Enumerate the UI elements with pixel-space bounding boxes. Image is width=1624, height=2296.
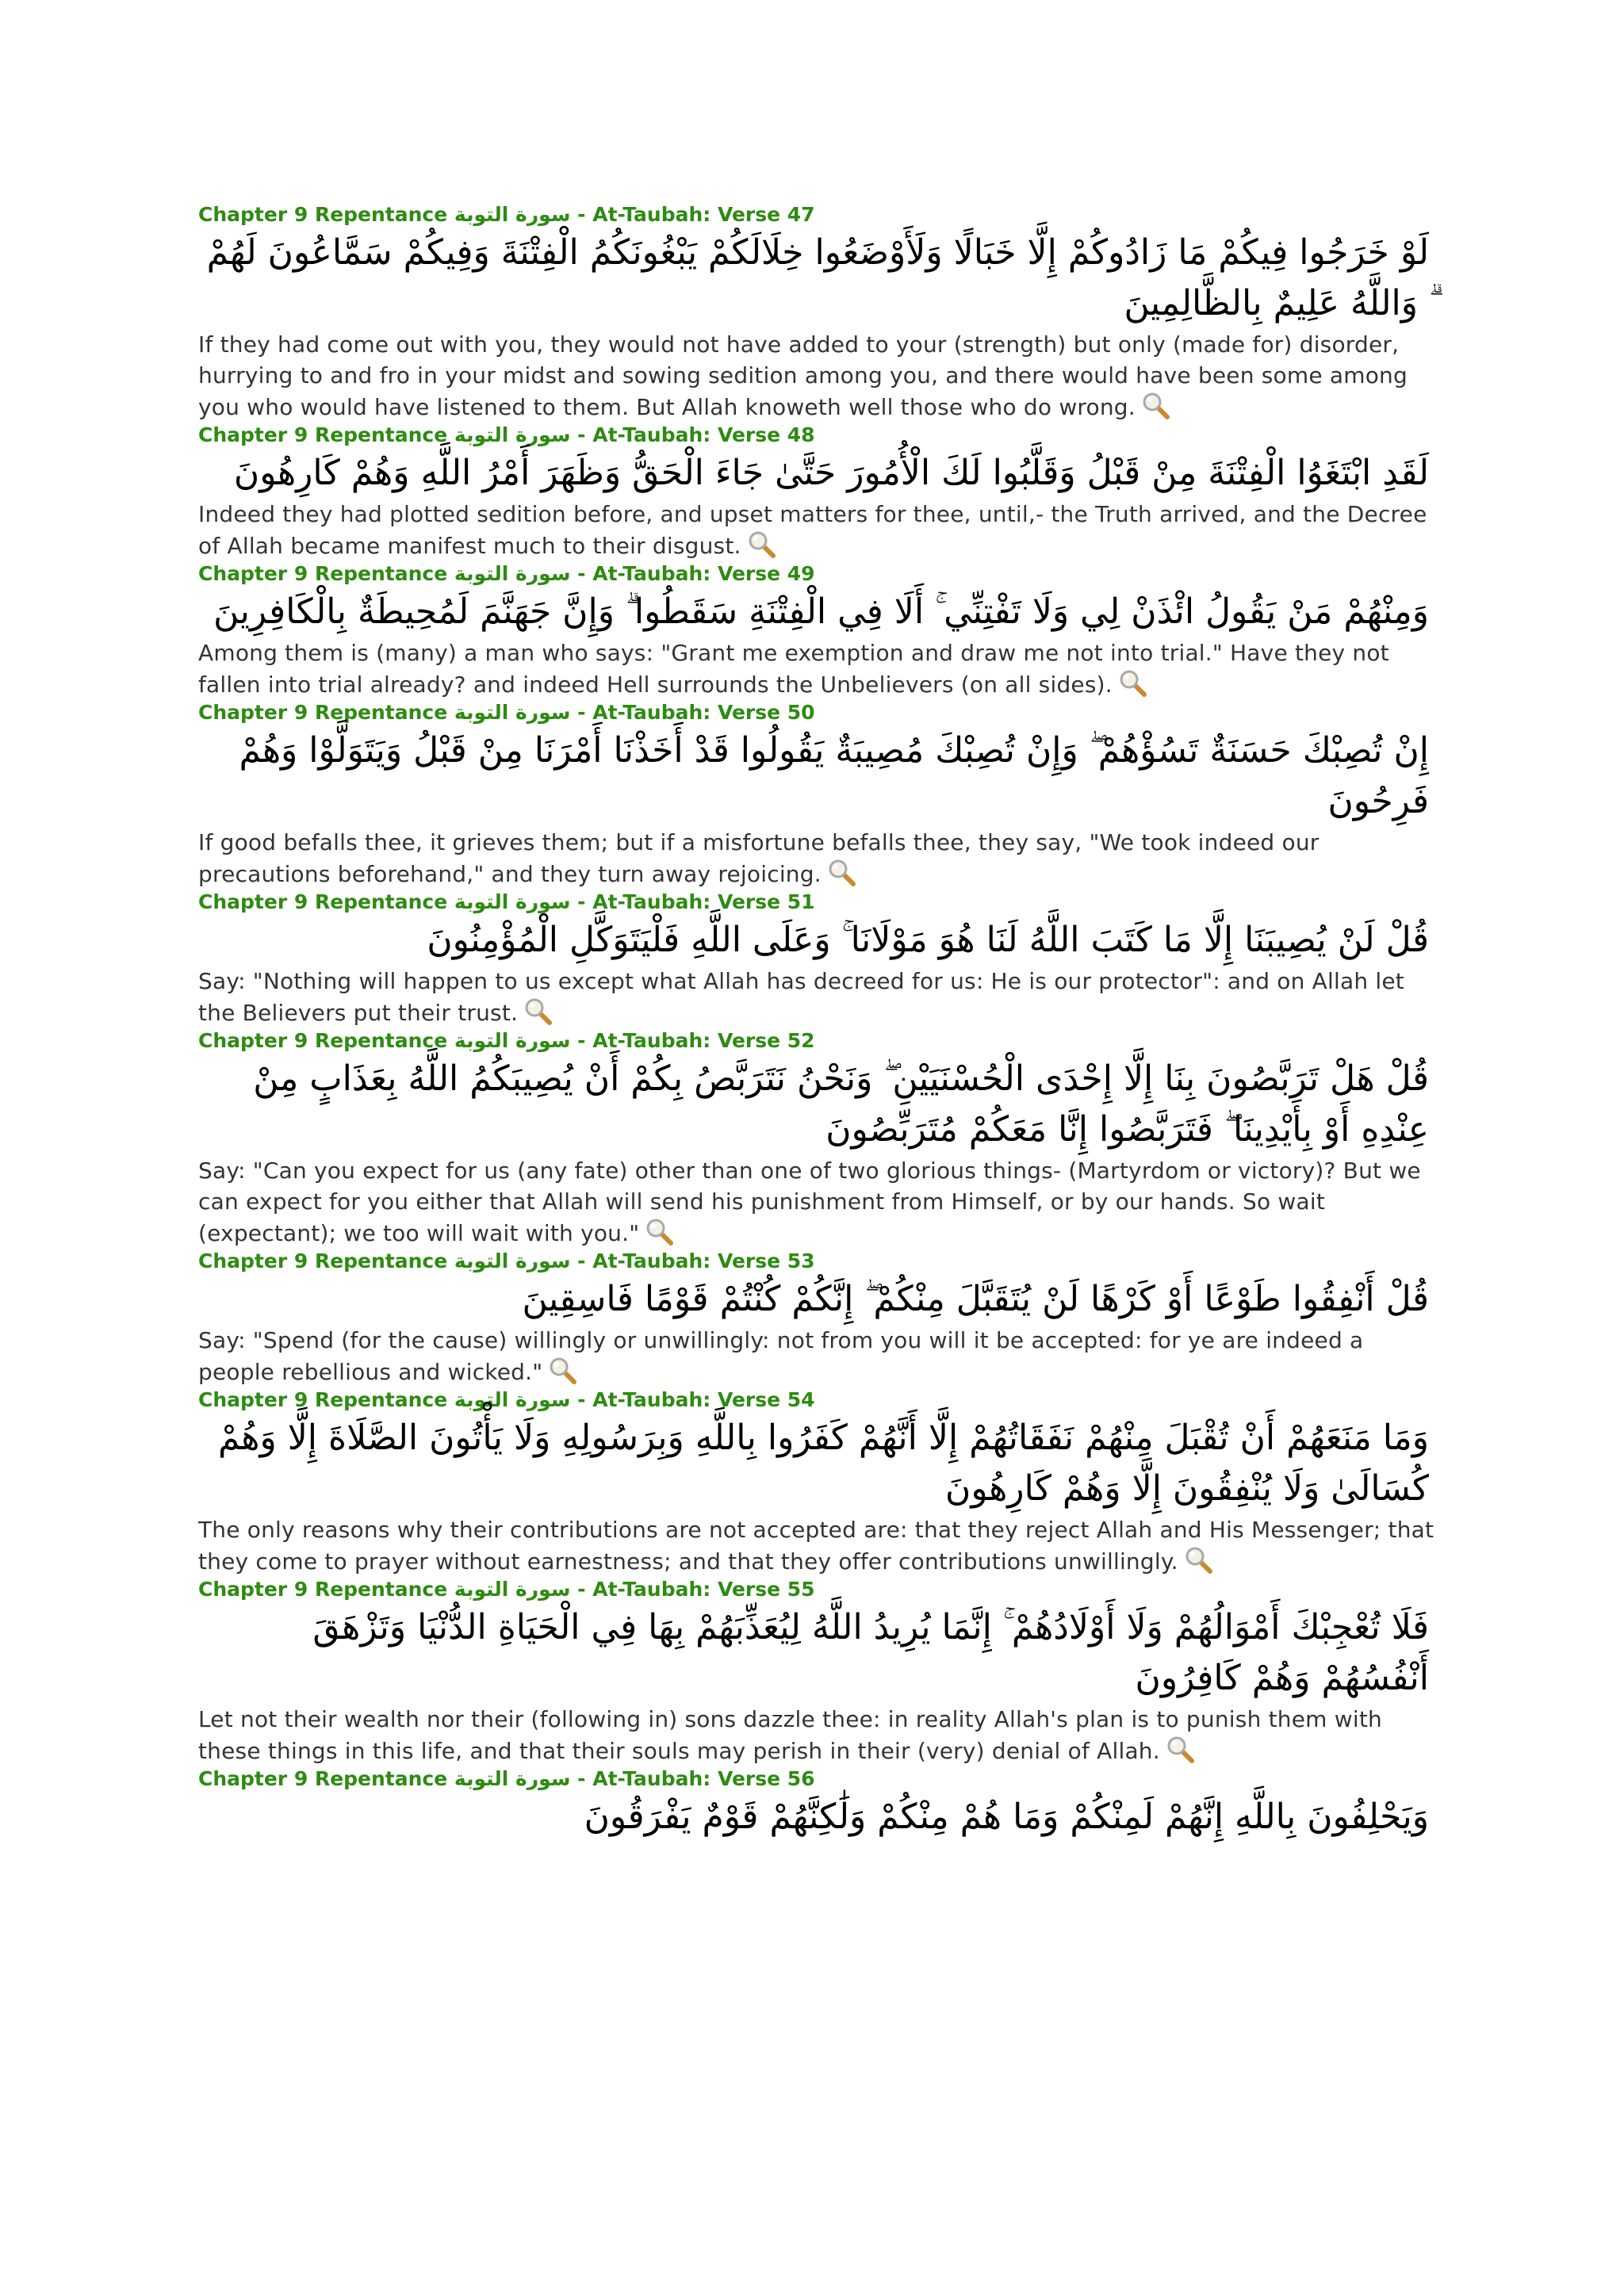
magnifier-icon[interactable] [1165, 1735, 1197, 1763]
arabic-text: وَيَحْلِفُونَ بِاللَّهِ إِنَّهُمْ لَمِنْكُمْ وَمَا هُمْ مِنْكُمْ وَلَٰكِنَّهُمْ قَوْمٌ يَفْرَقُونَ [584, 1797, 1429, 1837]
chapter-label: Chapter 9 Repentance [198, 1578, 448, 1601]
verse-47 [198, 202, 1443, 423]
verse-reference: - At-Taubah: Verse 53 [577, 1249, 815, 1272]
arabic-text: لَوْ خَرَجُوا فِيكُمْ مَا زَادُوكُمْ إِلَّا خَبَالًا وَلَأَوْضَعُوا خِلَالَكُمْ يَبْغُونَكُمُ الْفِتْنَةَ وَفِيكُمْ سَمَّاعُونَ لَهُمْ ۗ وَاللَّهُ عَلِيمٌ بِالظَّالِمِينَ [206, 232, 1429, 323]
verse-48 [198, 423, 1443, 561]
surah-arabic-name: سورة التوبة [454, 423, 571, 446]
verse-heading [198, 561, 1443, 587]
arabic-text: قُلْ لَنْ يُصِيبَنَا إِلَّا مَا كَتَبَ اللَّهُ لَنَا هُوَ مَوْلَانَا ۚ وَعَلَى اللَّهِ فَلْيَتَوَكَّلِ الْمُؤْمِنُونَ [427, 920, 1429, 960]
translation-body: If they had come out with you, they would not have added to your (strength) but only (made for) disorder, hurrying to and fro in your midst and sowing sedition among you, and there would have been some among you who would have listened to them. But Allah knoweth well those who do wrong. [198, 331, 1408, 420]
translation-body: Say: "Can you expect for us (any fate) other than one of two glorious things- (Martyrdom or victory)? But we can expect for you either that Allah will send his punishment from Himself, or by our hands. So wait (expectant); we too will wait with you." [198, 1158, 1421, 1246]
translation-text [198, 1325, 1443, 1387]
verse-reference: - At-Taubah: Verse 55 [577, 1578, 815, 1601]
verse-heading [198, 1249, 1443, 1274]
verse-heading [198, 423, 1443, 448]
translation-body: Say: "Nothing will happen to us except what Allah has decreed for us: He is our protector": and on Allah let the Believers put their trust. [198, 968, 1404, 1026]
verse-54 [198, 1387, 1443, 1577]
arabic-text: إِنْ تُصِبْكَ حَسَنَةٌ تَسُؤْهُمْ ۖ وَإِنْ تُصِبْكَ مُصِيبَةٌ يَقُولُوا قَدْ أَخَذْنَا أَمْرَنَا مِنْ قَبْلُ وَيَتَوَلَّوْا وَهُمْ فَرِحُونَ [239, 730, 1429, 821]
surah-arabic-name: سورة التوبة [454, 562, 571, 585]
arabic-text: قُلْ هَلْ تَرَبَّصُونَ بِنَا إِلَّا إِحْدَى الْحُسْنَيَيْنِ ۖ وَنَحْنُ نَتَرَبَّصُ بِكُمْ أَنْ يُصِيبَكُمُ اللَّهُ بِعَذَابٍ مِنْ عِنْدِهِ أَوْ بِأَيْدِينَا ۖ فَتَرَبَّصُوا إِنَّا مَعَكُمْ مُتَرَبِّصُونَ [253, 1058, 1429, 1150]
chapter-label: Chapter 9 Repentance [198, 1767, 448, 1790]
translation-text [198, 1514, 1443, 1577]
arabic-text: فَلَا تُعْجِبْكَ أَمْوَالُهُمْ وَلَا أَوْلَادُهُمْ ۚ إِنَّمَا يُرِيدُ اللَّهُ لِيُعَذِّبَهُمْ بِهَا فِي الْحَيَاةِ الدُّنْيَا وَتَزْهَقَ أَنْفُسُهُمْ وَهُمْ كَافِرُونَ [312, 1607, 1429, 1698]
surah-arabic-name: سورة التوبة [454, 1578, 571, 1601]
chapter-label: Chapter 9 Repentance [198, 423, 448, 446]
surah-arabic-name: سورة التوبة [454, 1388, 571, 1411]
arabic-text: قُلْ أَنْفِقُوا طَوْعًا أَوْ كَرْهًا لَنْ يُتَقَبَّلَ مِنْكُمْ ۖ إِنَّكُمْ كُنْتُمْ قَوْمًا فَاسِقِينَ [522, 1279, 1429, 1319]
translation-body: If good befalls thee, it grieves them; but if a misfortune befalls thee, they say, "We took indeed our precautions beforehand," and they turn away rejoicing. [198, 829, 1320, 887]
magnifier-icon[interactable] [547, 1356, 579, 1384]
translation-text [198, 1155, 1443, 1249]
translation-text [198, 329, 1443, 423]
arabic-text: وَمَا مَنَعَهُمْ أَنْ تُقْبَلَ مِنْهُمْ نَفَقَاتُهُمْ إِلَّا أَنَّهُمْ كَفَرُوا بِاللَّهِ وَبِرَسُولِهِ وَلَا يَأْتُونَ الصَّلَاةَ إِلَّا وَهُمْ كُسَالَىٰ وَلَا يُنْفِقُونَ إِلَّا وَهُمْ كَارِهُونَ [217, 1418, 1429, 1509]
translation-text [198, 827, 1443, 890]
translation-body: Say: "Spend (for the cause) willingly or unwillingly: not from you will it be accepted: for ye are indeed a people rebellious and wicked." [198, 1327, 1364, 1385]
chapter-label: Chapter 9 Repentance [198, 701, 448, 724]
chapter-label: Chapter 9 Repentance [198, 203, 448, 226]
translation-body: Among them is (many) a man who says: "Grant me exemption and draw me not into trial." Have they not fallen into trial already? and indeed Hell surrounds the Unbelievers (on all sides). [198, 640, 1389, 698]
translation-body: The only reasons why their contributions are not accepted are: that they reject Allah and His Messenger; that they come to prayer without earnestness; and that they offer contributions unwillingly. [198, 1517, 1434, 1575]
verse-55 [198, 1577, 1443, 1766]
translation-body: Indeed they had plotted sedition before, and upset matters for thee, until,- the Truth arrived, and the Decree of Allah became manifest much to their disgust. [198, 501, 1427, 559]
arabic-text: وَمِنْهُمْ مَنْ يَقُولُ ائْذَنْ لِي وَلَا تَفْتِنِّي ۚ أَلَا فِي الْفِتْنَةِ سَقَطُوا ۗ وَإِنَّ جَهَنَّمَ لَمُحِيطَةٌ بِالْكَافِرِينَ [213, 591, 1429, 632]
surah-arabic-name: سورة التوبة [454, 1029, 571, 1052]
verse-heading [198, 1028, 1443, 1054]
translation-text [198, 1704, 1443, 1766]
verse-heading [198, 1387, 1443, 1413]
verse-49 [198, 561, 1443, 700]
verse-52 [198, 1028, 1443, 1249]
translation-text [198, 499, 1443, 561]
surah-arabic-name: سورة التوبة [454, 203, 571, 226]
chapter-label: Chapter 9 Repentance [198, 562, 448, 585]
translation-body: Let not their wealth nor their (following in) sons dazzle thee: in reality Allah's plan is to punish them with these things in this life, and that their souls may perish in their (very) denial of Allah. [198, 1706, 1382, 1764]
magnifier-icon[interactable] [1183, 1545, 1215, 1574]
verse-53 [198, 1249, 1443, 1387]
magnifier-icon[interactable] [826, 858, 858, 886]
chapter-label: Chapter 9 Repentance [198, 1249, 448, 1272]
verse-51 [198, 890, 1443, 1028]
translation-text [198, 966, 1443, 1028]
surah-arabic-name: سورة التوبة [454, 701, 571, 724]
verse-reference: - At-Taubah: Verse 51 [577, 890, 815, 913]
verse-reference: - At-Taubah: Verse 48 [577, 423, 815, 446]
magnifier-icon[interactable] [1117, 668, 1149, 697]
verse-reference: - At-Taubah: Verse 54 [577, 1388, 815, 1411]
surah-arabic-name: سورة التوبة [454, 1249, 571, 1272]
verse-heading [198, 890, 1443, 915]
verse-reference: - At-Taubah: Verse 52 [577, 1029, 815, 1052]
arabic-text: لَقَدِ ابْتَغَوُا الْفِتْنَةَ مِنْ قَبْلُ وَقَلَّبُوا لَكَ الْأُمُورَ حَتَّىٰ جَاءَ الْحَقُّ وَظَهَرَ أَمْرُ اللَّهِ وَهُمْ كَارِهُونَ [233, 453, 1429, 493]
chapter-label: Chapter 9 Repentance [198, 1029, 448, 1052]
verse-heading [198, 1577, 1443, 1602]
verse-reference: - At-Taubah: Verse 47 [577, 203, 815, 226]
verse-50 [198, 700, 1443, 890]
verse-heading [198, 1766, 1443, 1792]
magnifier-icon[interactable] [644, 1217, 676, 1246]
translation-text [198, 637, 1443, 700]
verse-56 [198, 1766, 1443, 1843]
document-page [198, 202, 1443, 1843]
verse-heading [198, 700, 1443, 725]
verse-reference: - At-Taubah: Verse 56 [577, 1767, 815, 1790]
surah-arabic-name: سورة التوبة [454, 1767, 571, 1790]
verse-heading [198, 202, 1443, 228]
verse-reference: - At-Taubah: Verse 50 [577, 701, 815, 724]
verse-reference: - At-Taubah: Verse 49 [577, 562, 815, 585]
chapter-label: Chapter 9 Repentance [198, 890, 448, 913]
magnifier-icon[interactable] [746, 530, 778, 558]
surah-arabic-name: سورة التوبة [454, 890, 571, 913]
chapter-label: Chapter 9 Repentance [198, 1388, 448, 1411]
magnifier-icon[interactable] [523, 997, 554, 1025]
magnifier-icon[interactable] [1140, 391, 1172, 419]
